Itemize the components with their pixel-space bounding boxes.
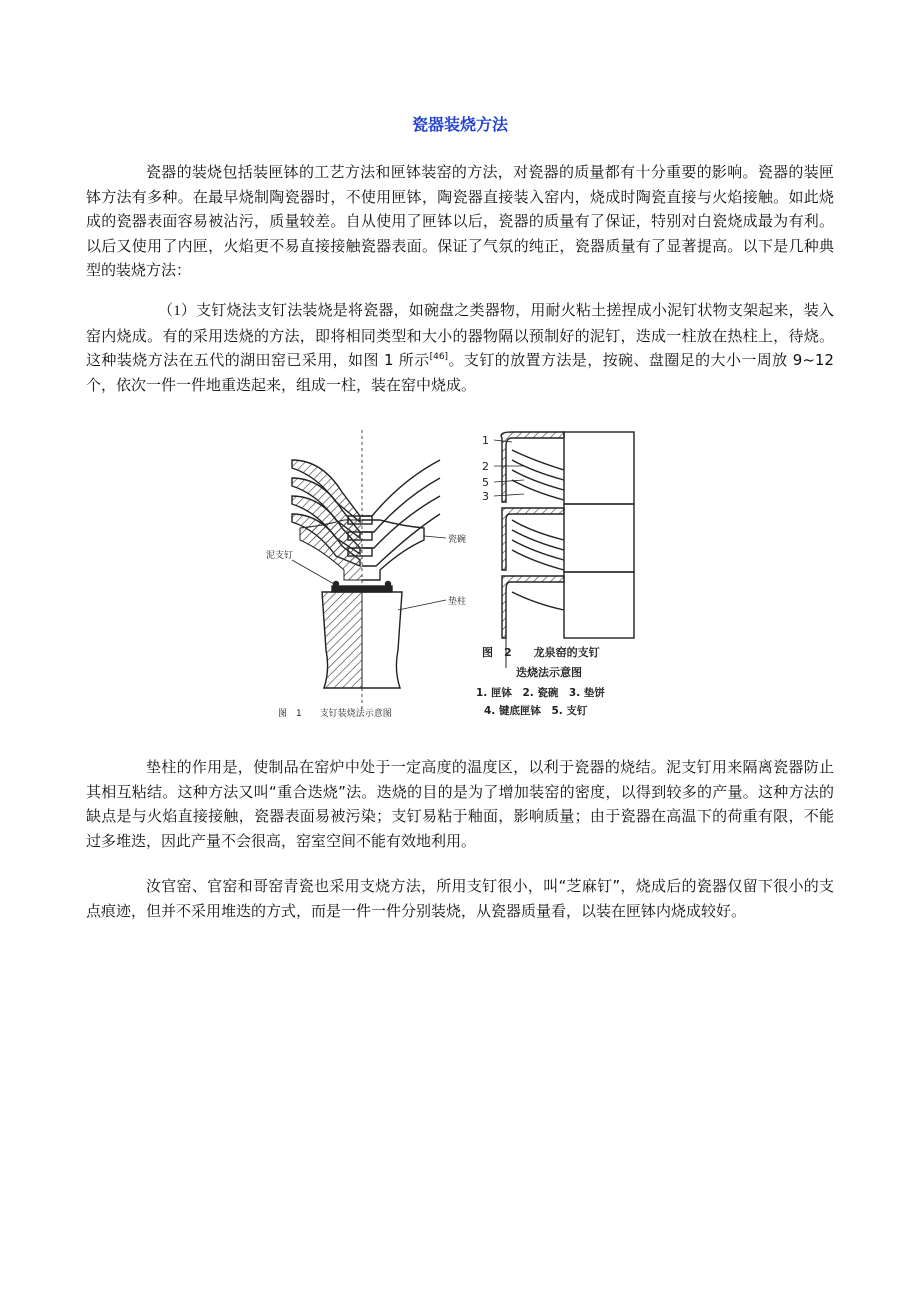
paragraph-method-1 — [86, 298, 834, 397]
figure-2-caption-line1: 图 2 龙泉窑的支钉 — [482, 646, 600, 659]
figure-2-drawing — [494, 432, 634, 668]
citation-ref: [46] — [429, 352, 449, 362]
document-title: 瓷器装烧方法 — [411, 115, 508, 134]
paragraph-pillar-function: 垫柱的作用是，使制品在窑炉中处于一定高度的温度区，以利于瓷器的烧结。泥支钉用来隔离瓷器防止其相互粘结。这种方法又叫“重合迭烧”法。迭烧的目的是为了增加装窑的密度，以得到较多的产量。这种方法的缺点是与火焰直接接触，瓷器表面易被污染；支钉易粘于釉面，影响质量；由于瓷器在高温下的荷重有限，不能过多堆迭，因此产量不会很高，窑室空间不能有效地利用。 — [86, 758, 834, 850]
paragraph-method-1-text-b: 。支钉的放置方法是，按碗、盘圈足的大小一周放 9~12 个，依次一件一件地重迭起来，组成一柱，装在窑中烧成。 — [86, 351, 834, 394]
figure-illustrations — [262, 420, 662, 730]
figure-2-number-2: 2 — [482, 460, 489, 473]
paragraph-ru-guan-ge: 汝官窑、官窑和哥窑青瓷也采用支烧方法，所用支钉很小，叫“芝麻钉”，烧成后的瓷器仅留下很小的支点痕迹，但并不采用堆迭的方式，而是一件一件分别装烧，从瓷器质量看，以装在匣钵内烧成较好。 — [86, 877, 834, 920]
paragraph-intro: 瓷器的装烧包括装匣钵的工艺方法和匣钵装窑的方法，对瓷器的质量都有十分重要的影响。瓷器的装匣钵方法有多种。在最早烧制陶瓷器时，不使用匣钵，陶瓷器直接装入窑内，烧成时陶瓷直接与火焰接触。如此烧成的瓷器表面容易被沾污，质量较差。自从使用了匣钵以后，瓷器的质量有了保证，特别对白瓷烧成最为有利。以后又使用了内匣，火焰更不易直接接触瓷器表面。保证了气氛的纯正，瓷器质量有了显著提高。以下是几种典型的装烧方法： — [86, 163, 834, 279]
figure-2-legend-line2: 4. 键底匣钵 5. 支钉 — [484, 705, 588, 717]
figure-2-number-1: 1 — [482, 434, 489, 447]
figure-1-caption: 图 1 支钉装烧法示意图 — [278, 709, 392, 719]
figure-1-drawing — [292, 430, 446, 710]
label-support-nail: 泥支钉 — [266, 551, 294, 561]
figure-svg — [262, 420, 662, 730]
list-number: （1） — [158, 303, 197, 319]
figure-2-number-5: 5 — [482, 476, 489, 489]
figure-2-caption-line2: 迭烧法示意图 — [516, 666, 582, 679]
paragraph-method-1-text-a: 支钉烧法支钉法装烧是将瓷器，如碗盘之类器物，用耐火粘土搓捏成小泥钉状物支架起来，装入窑内烧成。有的采用迭烧的方法，即将相同类型和大小的器物隔以预制好的泥钉，迭成一柱放在热柱上，待烧。这种装烧方法在五代的湖田窑已采用，如图 1 所示 — [86, 301, 834, 369]
label-pillar: 垫柱 — [448, 597, 467, 607]
figure-2-number-3: 3 — [482, 490, 489, 503]
figure-2-legend-line1: 1. 匣钵 2. 瓷碗 3. 垫饼 — [476, 687, 605, 699]
label-bowl: 瓷碗 — [448, 535, 467, 545]
